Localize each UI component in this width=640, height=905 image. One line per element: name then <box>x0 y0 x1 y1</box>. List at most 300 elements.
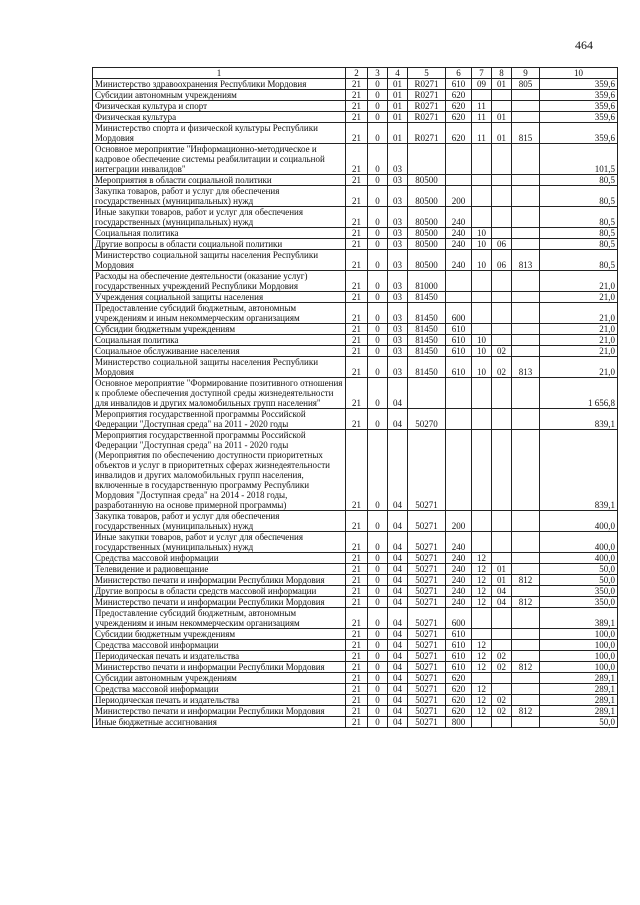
row-code-3: 0 <box>368 228 388 239</box>
row-code-7 <box>472 629 492 640</box>
row-code-5: 80500 <box>408 175 446 186</box>
row-code-3: 0 <box>368 357 388 378</box>
row-name: Мероприятия в области социальной политики <box>93 175 346 186</box>
row-code-9 <box>512 640 540 651</box>
row-code-7 <box>472 532 492 553</box>
page-number: 464 <box>575 38 593 52</box>
row-name: Министерство здравоохранения Республики Мордовия <box>93 79 346 90</box>
row-name: Средства массовой информации <box>93 684 346 695</box>
row-code-4: 04 <box>388 553 408 564</box>
row-code-2: 21 <box>346 511 368 532</box>
row-name: Социальная политика <box>93 228 346 239</box>
row-name: Предоставление субсидий бюджетным, автономным учреждениям и иным некоммерческим организациям <box>93 608 346 629</box>
row-code-8 <box>492 335 512 346</box>
row-amount: 400,0 <box>540 532 618 553</box>
row-code-6: 610 <box>446 357 472 378</box>
row-name: Социальная политика <box>93 335 346 346</box>
row-code-6: 240 <box>446 553 472 564</box>
row-code-5: 80500 <box>408 186 446 207</box>
row-code-4: 04 <box>388 575 408 586</box>
row-code-5: 80500 <box>408 228 446 239</box>
row-name: Закупка товаров, работ и услуг для обеспечения государственных (муниципальных) нужд <box>93 186 346 207</box>
row-code-8 <box>492 684 512 695</box>
row-code-6 <box>446 378 472 409</box>
row-amount: 80,5 <box>540 207 618 228</box>
row-code-9 <box>512 186 540 207</box>
row-amount: 100,0 <box>540 640 618 651</box>
row-code-3: 0 <box>368 695 388 706</box>
row-code-4: 04 <box>388 695 408 706</box>
row-code-2: 21 <box>346 292 368 303</box>
row-code-2: 21 <box>346 430 368 511</box>
table-row <box>93 608 618 629</box>
row-amount: 839,1 <box>540 409 618 430</box>
row-code-7 <box>472 144 492 175</box>
row-amount: 21,0 <box>540 303 618 324</box>
row-amount: 400,0 <box>540 553 618 564</box>
row-code-2: 21 <box>346 553 368 564</box>
row-code-2: 21 <box>346 101 368 112</box>
row-code-7: 12 <box>472 684 492 695</box>
row-name: Другие вопросы в области средств массовой информации <box>93 586 346 597</box>
row-code-9 <box>512 586 540 597</box>
row-code-9 <box>512 271 540 292</box>
row-code-8 <box>492 673 512 684</box>
row-code-2: 21 <box>346 112 368 123</box>
row-code-4: 03 <box>388 144 408 175</box>
row-code-2: 21 <box>346 409 368 430</box>
row-code-7 <box>472 175 492 186</box>
row-code-2: 21 <box>346 564 368 575</box>
budget-table <box>92 67 618 728</box>
row-code-6: 240 <box>446 532 472 553</box>
row-code-3: 0 <box>368 597 388 608</box>
row-code-4: 04 <box>388 597 408 608</box>
row-code-2: 21 <box>346 662 368 673</box>
col-header: 2 <box>346 68 368 79</box>
row-code-5: 50271 <box>408 673 446 684</box>
row-code-9: 813 <box>512 250 540 271</box>
table-row <box>93 553 618 564</box>
row-code-2: 21 <box>346 186 368 207</box>
row-code-6: 620 <box>446 684 472 695</box>
row-name: Другие вопросы в области социальной политики <box>93 239 346 250</box>
row-code-9 <box>512 239 540 250</box>
row-code-4: 04 <box>388 684 408 695</box>
row-name: Периодическая печать и издательства <box>93 651 346 662</box>
table-row <box>93 186 618 207</box>
row-code-6: 610 <box>446 651 472 662</box>
row-code-9 <box>512 303 540 324</box>
row-code-9 <box>512 608 540 629</box>
row-code-2: 21 <box>346 684 368 695</box>
row-code-5: 80500 <box>408 250 446 271</box>
row-code-6: 600 <box>446 608 472 629</box>
row-code-3: 0 <box>368 575 388 586</box>
row-name: Социальное обслуживание населения <box>93 346 346 357</box>
row-amount: 21,0 <box>540 324 618 335</box>
row-code-4: 04 <box>388 409 408 430</box>
row-code-4: 03 <box>388 239 408 250</box>
table-row <box>93 662 618 673</box>
row-code-7: 12 <box>472 651 492 662</box>
row-code-3: 0 <box>368 239 388 250</box>
row-code-6 <box>446 175 472 186</box>
table-row <box>93 112 618 123</box>
row-code-4: 03 <box>388 335 408 346</box>
row-code-2: 21 <box>346 378 368 409</box>
row-code-6: 240 <box>446 239 472 250</box>
row-code-6: 800 <box>446 717 472 728</box>
row-code-9 <box>512 144 540 175</box>
table-row <box>93 271 618 292</box>
row-name: Министерство печати и информации Республики Мордовия <box>93 575 346 586</box>
row-code-6: 610 <box>446 79 472 90</box>
row-code-6: 610 <box>446 662 472 673</box>
row-amount: 80,5 <box>540 186 618 207</box>
row-code-9 <box>512 112 540 123</box>
row-code-6 <box>446 292 472 303</box>
row-code-2: 21 <box>346 597 368 608</box>
row-code-5 <box>408 378 446 409</box>
row-code-5: R0271 <box>408 123 446 144</box>
row-code-4: 03 <box>388 228 408 239</box>
row-code-2: 21 <box>346 228 368 239</box>
row-code-4: 04 <box>388 662 408 673</box>
row-code-4: 04 <box>388 532 408 553</box>
row-code-7: 12 <box>472 695 492 706</box>
row-code-4: 01 <box>388 101 408 112</box>
row-amount: 359,6 <box>540 79 618 90</box>
table-row <box>93 144 618 175</box>
row-code-4: 03 <box>388 186 408 207</box>
row-code-5: 50271 <box>408 640 446 651</box>
row-code-3: 0 <box>368 553 388 564</box>
row-code-9 <box>512 717 540 728</box>
row-code-2: 21 <box>346 346 368 357</box>
row-code-5: 81000 <box>408 271 446 292</box>
row-code-6: 610 <box>446 324 472 335</box>
row-code-8 <box>492 271 512 292</box>
row-name: Министерство социальной защиты населения Республики Мордовия <box>93 250 346 271</box>
row-code-9: 815 <box>512 123 540 144</box>
row-code-6: 240 <box>446 575 472 586</box>
row-code-5: 50271 <box>408 629 446 640</box>
row-code-7: 12 <box>472 553 492 564</box>
row-name: Закупка товаров, работ и услуг для обеспечения государственных (муниципальных) нужд <box>93 511 346 532</box>
row-code-7: 10 <box>472 346 492 357</box>
row-code-6: 620 <box>446 90 472 101</box>
table-row <box>93 409 618 430</box>
row-name: Учреждения социальной защиты населения <box>93 292 346 303</box>
row-code-5: 50271 <box>408 586 446 597</box>
row-code-2: 21 <box>346 123 368 144</box>
row-code-5: 50271 <box>408 564 446 575</box>
row-name: Субсидии автономным учреждениям <box>93 673 346 684</box>
row-code-7 <box>472 186 492 207</box>
row-code-2: 21 <box>346 335 368 346</box>
row-code-8 <box>492 717 512 728</box>
row-code-3: 0 <box>368 430 388 511</box>
row-code-6: 610 <box>446 335 472 346</box>
table-row <box>93 695 618 706</box>
row-code-4: 03 <box>388 250 408 271</box>
row-code-2: 21 <box>346 706 368 717</box>
row-name: Телевидение и радиовещание <box>93 564 346 575</box>
row-code-9: 813 <box>512 357 540 378</box>
row-code-9 <box>512 553 540 564</box>
row-code-7 <box>472 207 492 228</box>
row-code-8 <box>492 378 512 409</box>
row-code-4: 03 <box>388 303 408 324</box>
row-code-5: R0271 <box>408 112 446 123</box>
row-amount: 289,1 <box>540 673 618 684</box>
row-code-2: 21 <box>346 651 368 662</box>
row-code-9 <box>512 378 540 409</box>
row-code-3: 0 <box>368 651 388 662</box>
table-row <box>93 706 618 717</box>
row-code-9 <box>512 175 540 186</box>
row-code-3: 0 <box>368 250 388 271</box>
row-code-3: 0 <box>368 101 388 112</box>
row-code-3: 0 <box>368 175 388 186</box>
row-code-8 <box>492 90 512 101</box>
row-code-8: 01 <box>492 564 512 575</box>
row-code-5: R0271 <box>408 90 446 101</box>
row-code-3: 0 <box>368 684 388 695</box>
row-code-3: 0 <box>368 123 388 144</box>
row-code-2: 21 <box>346 673 368 684</box>
row-code-6: 240 <box>446 228 472 239</box>
row-code-3: 0 <box>368 79 388 90</box>
row-amount: 21,0 <box>540 357 618 378</box>
row-amount: 389,1 <box>540 608 618 629</box>
row-amount: 350,0 <box>540 597 618 608</box>
row-code-8: 01 <box>492 123 512 144</box>
table-row <box>93 378 618 409</box>
row-code-5: 50271 <box>408 651 446 662</box>
row-code-7 <box>472 90 492 101</box>
row-name: Расходы на обеспечение деятельности (оказание услуг) государственных учреждений Республики Мордовия <box>93 271 346 292</box>
row-code-6: 240 <box>446 564 472 575</box>
row-code-3: 0 <box>368 608 388 629</box>
row-code-2: 21 <box>346 239 368 250</box>
row-code-2: 21 <box>346 175 368 186</box>
row-amount: 289,1 <box>540 695 618 706</box>
row-code-5 <box>408 144 446 175</box>
row-amount: 359,6 <box>540 90 618 101</box>
row-amount: 1 656,8 <box>540 378 618 409</box>
row-code-4: 04 <box>388 651 408 662</box>
row-code-2: 21 <box>346 79 368 90</box>
row-code-9 <box>512 430 540 511</box>
row-code-7: 12 <box>472 662 492 673</box>
table-row <box>93 303 618 324</box>
row-name: Физическая культура и спорт <box>93 101 346 112</box>
row-code-2: 21 <box>346 271 368 292</box>
row-code-9 <box>512 335 540 346</box>
row-code-6: 240 <box>446 250 472 271</box>
row-code-4: 04 <box>388 564 408 575</box>
row-code-9 <box>512 684 540 695</box>
row-code-5: 81450 <box>408 303 446 324</box>
row-code-8: 06 <box>492 250 512 271</box>
table-row <box>93 430 618 511</box>
row-code-3: 0 <box>368 409 388 430</box>
row-code-9 <box>512 324 540 335</box>
row-code-3: 0 <box>368 717 388 728</box>
row-code-6: 620 <box>446 673 472 684</box>
row-code-4: 03 <box>388 175 408 186</box>
row-code-6: 240 <box>446 586 472 597</box>
row-code-6: 620 <box>446 695 472 706</box>
row-code-9 <box>512 564 540 575</box>
row-code-3: 0 <box>368 532 388 553</box>
row-code-9: 812 <box>512 662 540 673</box>
row-code-6: 620 <box>446 112 472 123</box>
table-row <box>93 123 618 144</box>
row-code-5: 50271 <box>408 717 446 728</box>
row-code-2: 21 <box>346 586 368 597</box>
table-row <box>93 346 618 357</box>
row-code-3: 0 <box>368 112 388 123</box>
row-code-5: 50271 <box>408 575 446 586</box>
row-code-8 <box>492 101 512 112</box>
row-amount: 50,0 <box>540 575 618 586</box>
row-code-5: 50271 <box>408 662 446 673</box>
row-code-2: 21 <box>346 532 368 553</box>
row-code-3: 0 <box>368 324 388 335</box>
row-name: Иные бюджетные ассигнования <box>93 717 346 728</box>
row-code-9 <box>512 90 540 101</box>
row-code-7: 10 <box>472 239 492 250</box>
row-amount: 80,5 <box>540 250 618 271</box>
table-row <box>93 640 618 651</box>
row-code-4: 04 <box>388 640 408 651</box>
row-code-3: 0 <box>368 303 388 324</box>
row-code-9 <box>512 346 540 357</box>
row-code-8 <box>492 629 512 640</box>
row-code-2: 21 <box>346 695 368 706</box>
table-row <box>93 239 618 250</box>
row-name: Мероприятия государственной программы Российской Федерации "Доступная среда" на 2011 - 2020 годы (Мероприятия по обеспечению доступности приоритетных объектов и услуг в приоритетных сферах жизнедеятельности инвалидов и других маломобильных групп населения, включенные в государственную программу Республики Мордовия "Доступная среда" на 2014 - 2018 годы, разработанную на основе примерной программы) <box>93 430 346 511</box>
row-amount: 289,1 <box>540 706 618 717</box>
row-name: Физическая культура <box>93 112 346 123</box>
row-code-6 <box>446 144 472 175</box>
table-row <box>93 673 618 684</box>
row-code-2: 21 <box>346 357 368 378</box>
row-code-5: 50271 <box>408 684 446 695</box>
row-code-6: 620 <box>446 123 472 144</box>
row-code-8: 02 <box>492 706 512 717</box>
row-amount: 839,1 <box>540 430 618 511</box>
table-row <box>93 324 618 335</box>
row-code-2: 21 <box>346 144 368 175</box>
row-code-5: 50271 <box>408 706 446 717</box>
row-code-8: 02 <box>492 346 512 357</box>
row-code-9 <box>512 511 540 532</box>
col-header: 5 <box>408 68 446 79</box>
row-code-6 <box>446 430 472 511</box>
table-row <box>93 335 618 346</box>
row-code-7: 10 <box>472 357 492 378</box>
row-code-7 <box>472 717 492 728</box>
row-amount: 80,5 <box>540 228 618 239</box>
row-code-8 <box>492 144 512 175</box>
col-header: 4 <box>388 68 408 79</box>
row-code-7: 12 <box>472 640 492 651</box>
row-code-8: 02 <box>492 357 512 378</box>
row-code-3: 0 <box>368 640 388 651</box>
table-row <box>93 79 618 90</box>
row-code-3: 0 <box>368 586 388 597</box>
row-code-7: 10 <box>472 228 492 239</box>
row-code-8 <box>492 186 512 207</box>
table-row <box>93 90 618 101</box>
row-name: Субсидии бюджетным учреждениям <box>93 629 346 640</box>
row-code-7 <box>472 430 492 511</box>
row-code-9 <box>512 228 540 239</box>
row-code-6: 620 <box>446 101 472 112</box>
row-name: Периодическая печать и издательства <box>93 695 346 706</box>
row-code-6 <box>446 409 472 430</box>
col-header: 7 <box>472 68 492 79</box>
row-code-8 <box>492 511 512 532</box>
row-code-4: 03 <box>388 324 408 335</box>
row-code-7 <box>472 409 492 430</box>
table-row <box>93 532 618 553</box>
row-code-8: 02 <box>492 662 512 673</box>
row-code-9 <box>512 292 540 303</box>
row-code-3: 0 <box>368 335 388 346</box>
row-code-7: 12 <box>472 586 492 597</box>
row-code-3: 0 <box>368 346 388 357</box>
row-code-7: 12 <box>472 706 492 717</box>
row-code-9: 805 <box>512 79 540 90</box>
col-header: 1 <box>93 68 346 79</box>
header-row <box>93 68 618 79</box>
row-code-4: 01 <box>388 79 408 90</box>
row-code-7 <box>472 303 492 324</box>
row-name: Основное мероприятие "Формирование позитивного отношения к проблеме обеспечения доступной среды жизнедеятельности для инвалидов и других маломобильных групп населения" <box>93 378 346 409</box>
row-code-4: 04 <box>388 430 408 511</box>
row-code-4: 04 <box>388 586 408 597</box>
row-name: Иные закупки товаров, работ и услуг для обеспечения государственных (муниципальных) нужд <box>93 207 346 228</box>
row-code-8 <box>492 532 512 553</box>
row-code-2: 21 <box>346 250 368 271</box>
row-code-5: 81450 <box>408 324 446 335</box>
row-code-7 <box>472 378 492 409</box>
row-code-3: 0 <box>368 662 388 673</box>
row-amount: 50,0 <box>540 717 618 728</box>
row-amount: 359,6 <box>540 123 618 144</box>
row-code-7: 11 <box>472 101 492 112</box>
row-code-5: 81450 <box>408 292 446 303</box>
row-code-2: 21 <box>346 207 368 228</box>
row-code-2: 21 <box>346 90 368 101</box>
row-code-3: 0 <box>368 207 388 228</box>
row-amount: 21,0 <box>540 271 618 292</box>
row-name: Министерство печати и информации Республики Мордовия <box>93 662 346 673</box>
row-code-7: 11 <box>472 112 492 123</box>
row-code-4: 01 <box>388 90 408 101</box>
row-code-3: 0 <box>368 186 388 207</box>
row-code-9 <box>512 695 540 706</box>
row-amount: 101,5 <box>540 144 618 175</box>
row-code-5: 81450 <box>408 335 446 346</box>
row-code-6: 610 <box>446 346 472 357</box>
table-row <box>93 292 618 303</box>
